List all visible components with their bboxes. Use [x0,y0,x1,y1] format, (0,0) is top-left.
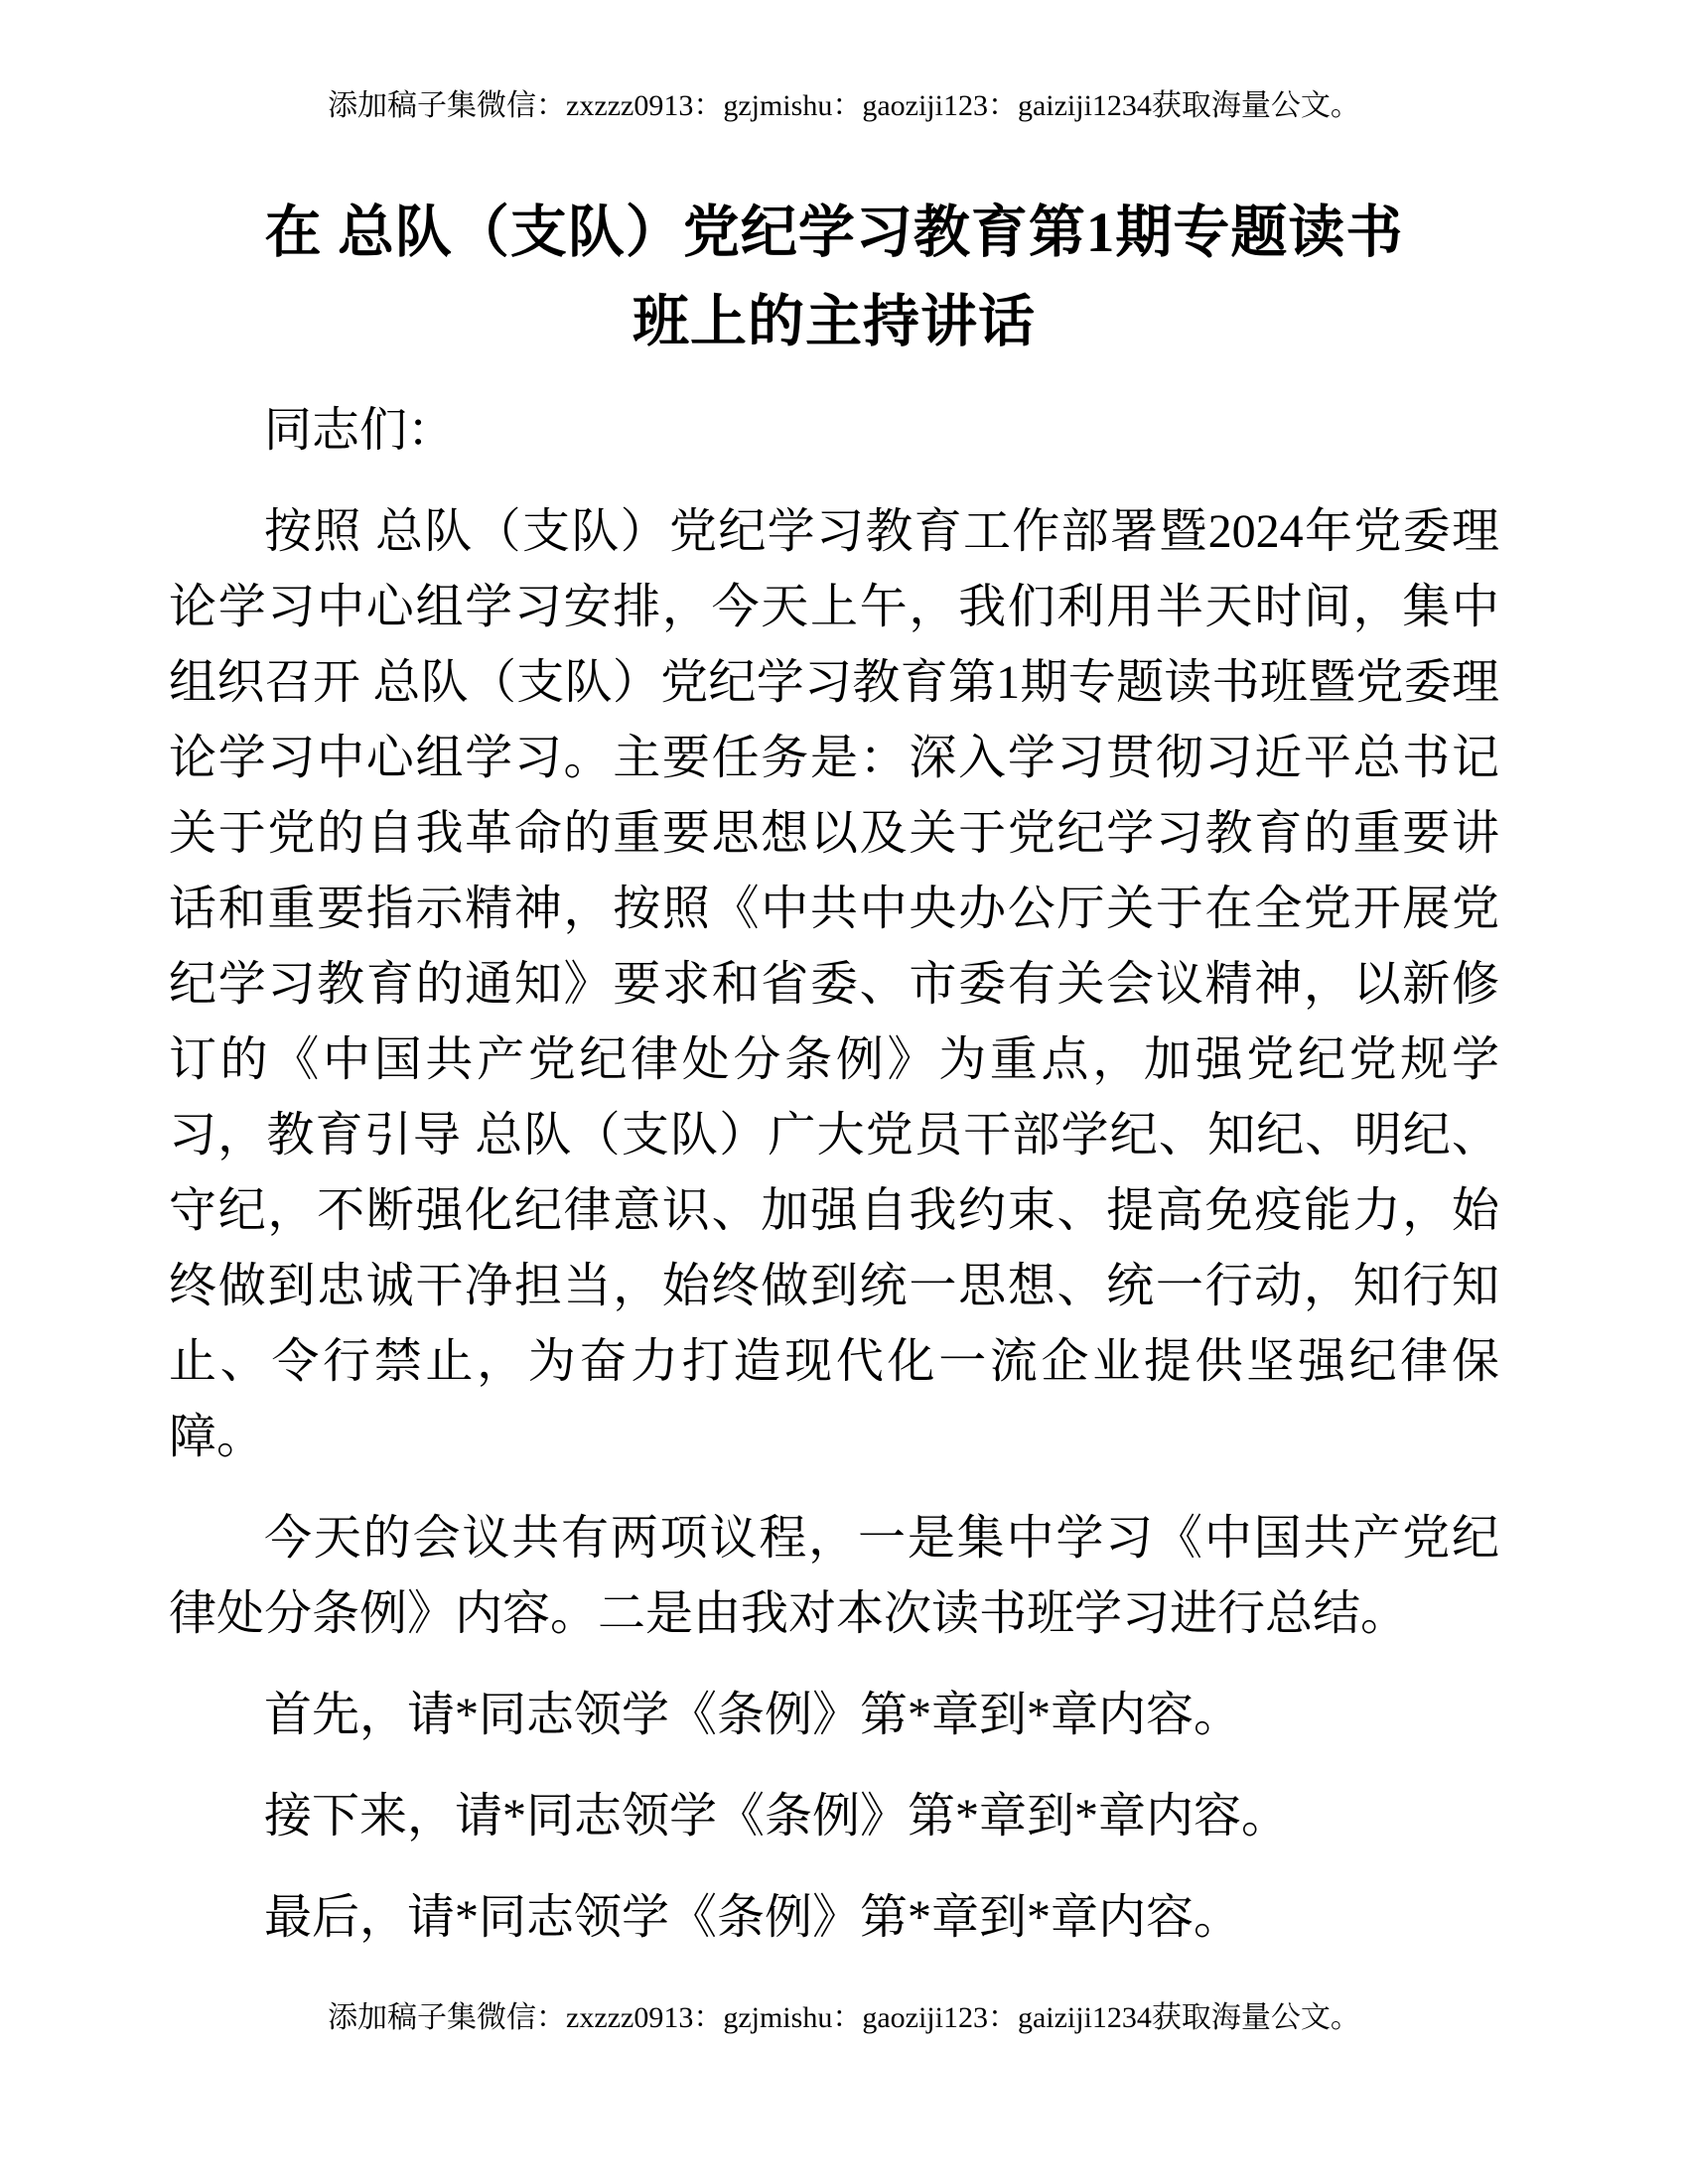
document-title-line-1: 在 总队（支队）党纪学习教育第1期专题读书 [264,202,1404,264]
paragraph: 按照 总队（支队）党纪学习教育工作部署暨2024年党委理论学习中心组学习安排，今天上午，我们利用半天时间，集中组织召开 总队（支队）党纪学习教育第1期专题读书班暨党委理论学习中心组学习。主要任务是：深入学习贯彻习近平总书记关于党的自我革命的重要思想以及关于党纪学习教育的重要讲话和重要指示精神，按照《中共中央办公厅关于在全党开展党纪学习教育的通知》要求和省委、市委有关会议精神，以新修订的《中国共产党纪律处分条例》为重点，加强党纪党规学习，教育引导 总队（支队）广大党员干部学纪、知纪、明纪、守纪，不断强化纪律意识、加强自我约束、提高免疫能力，始终做到忠诚干净担当，始终做到统一思想、统一行动，知行知止、令行禁止，为奋力打造现代化一流企业提供坚强纪律保障。 [169,505,1499,1463]
paragraph: 最后，请*同志领学《条例》第*章到*章内容。 [264,1891,1242,1944]
paragraph: 首先，请*同志领学《条例》第*章到*章内容。 [264,1689,1242,1741]
paragraph: 接下来，请*同志领学《条例》第*章到*章内容。 [264,1790,1290,1843]
paragraph: 同志们： [264,404,456,457]
footer-watermark: 添加稿子集微信：zxzzz0913：gzjmishu：gaoziji123：gaiziji1234获取海量公文。 [328,2001,1360,2034]
document-content [169,0,1499,1956]
document-title [169,189,1499,367]
header-watermark: 添加稿子集微信：zxzzz0913：gzjmishu：gaoziji123：gaiziji1234获取海量公文。 [328,89,1360,122]
paragraph: 今天的会议共有两项议程，一是集中学习《中国共产党纪律处分条例》内容。二是由我对本次读书班学习进行总结。 [169,1512,1499,1640]
document-title-line-2: 班上的主持讲话 [633,291,1036,353]
document-paragraphs [169,393,1499,1956]
